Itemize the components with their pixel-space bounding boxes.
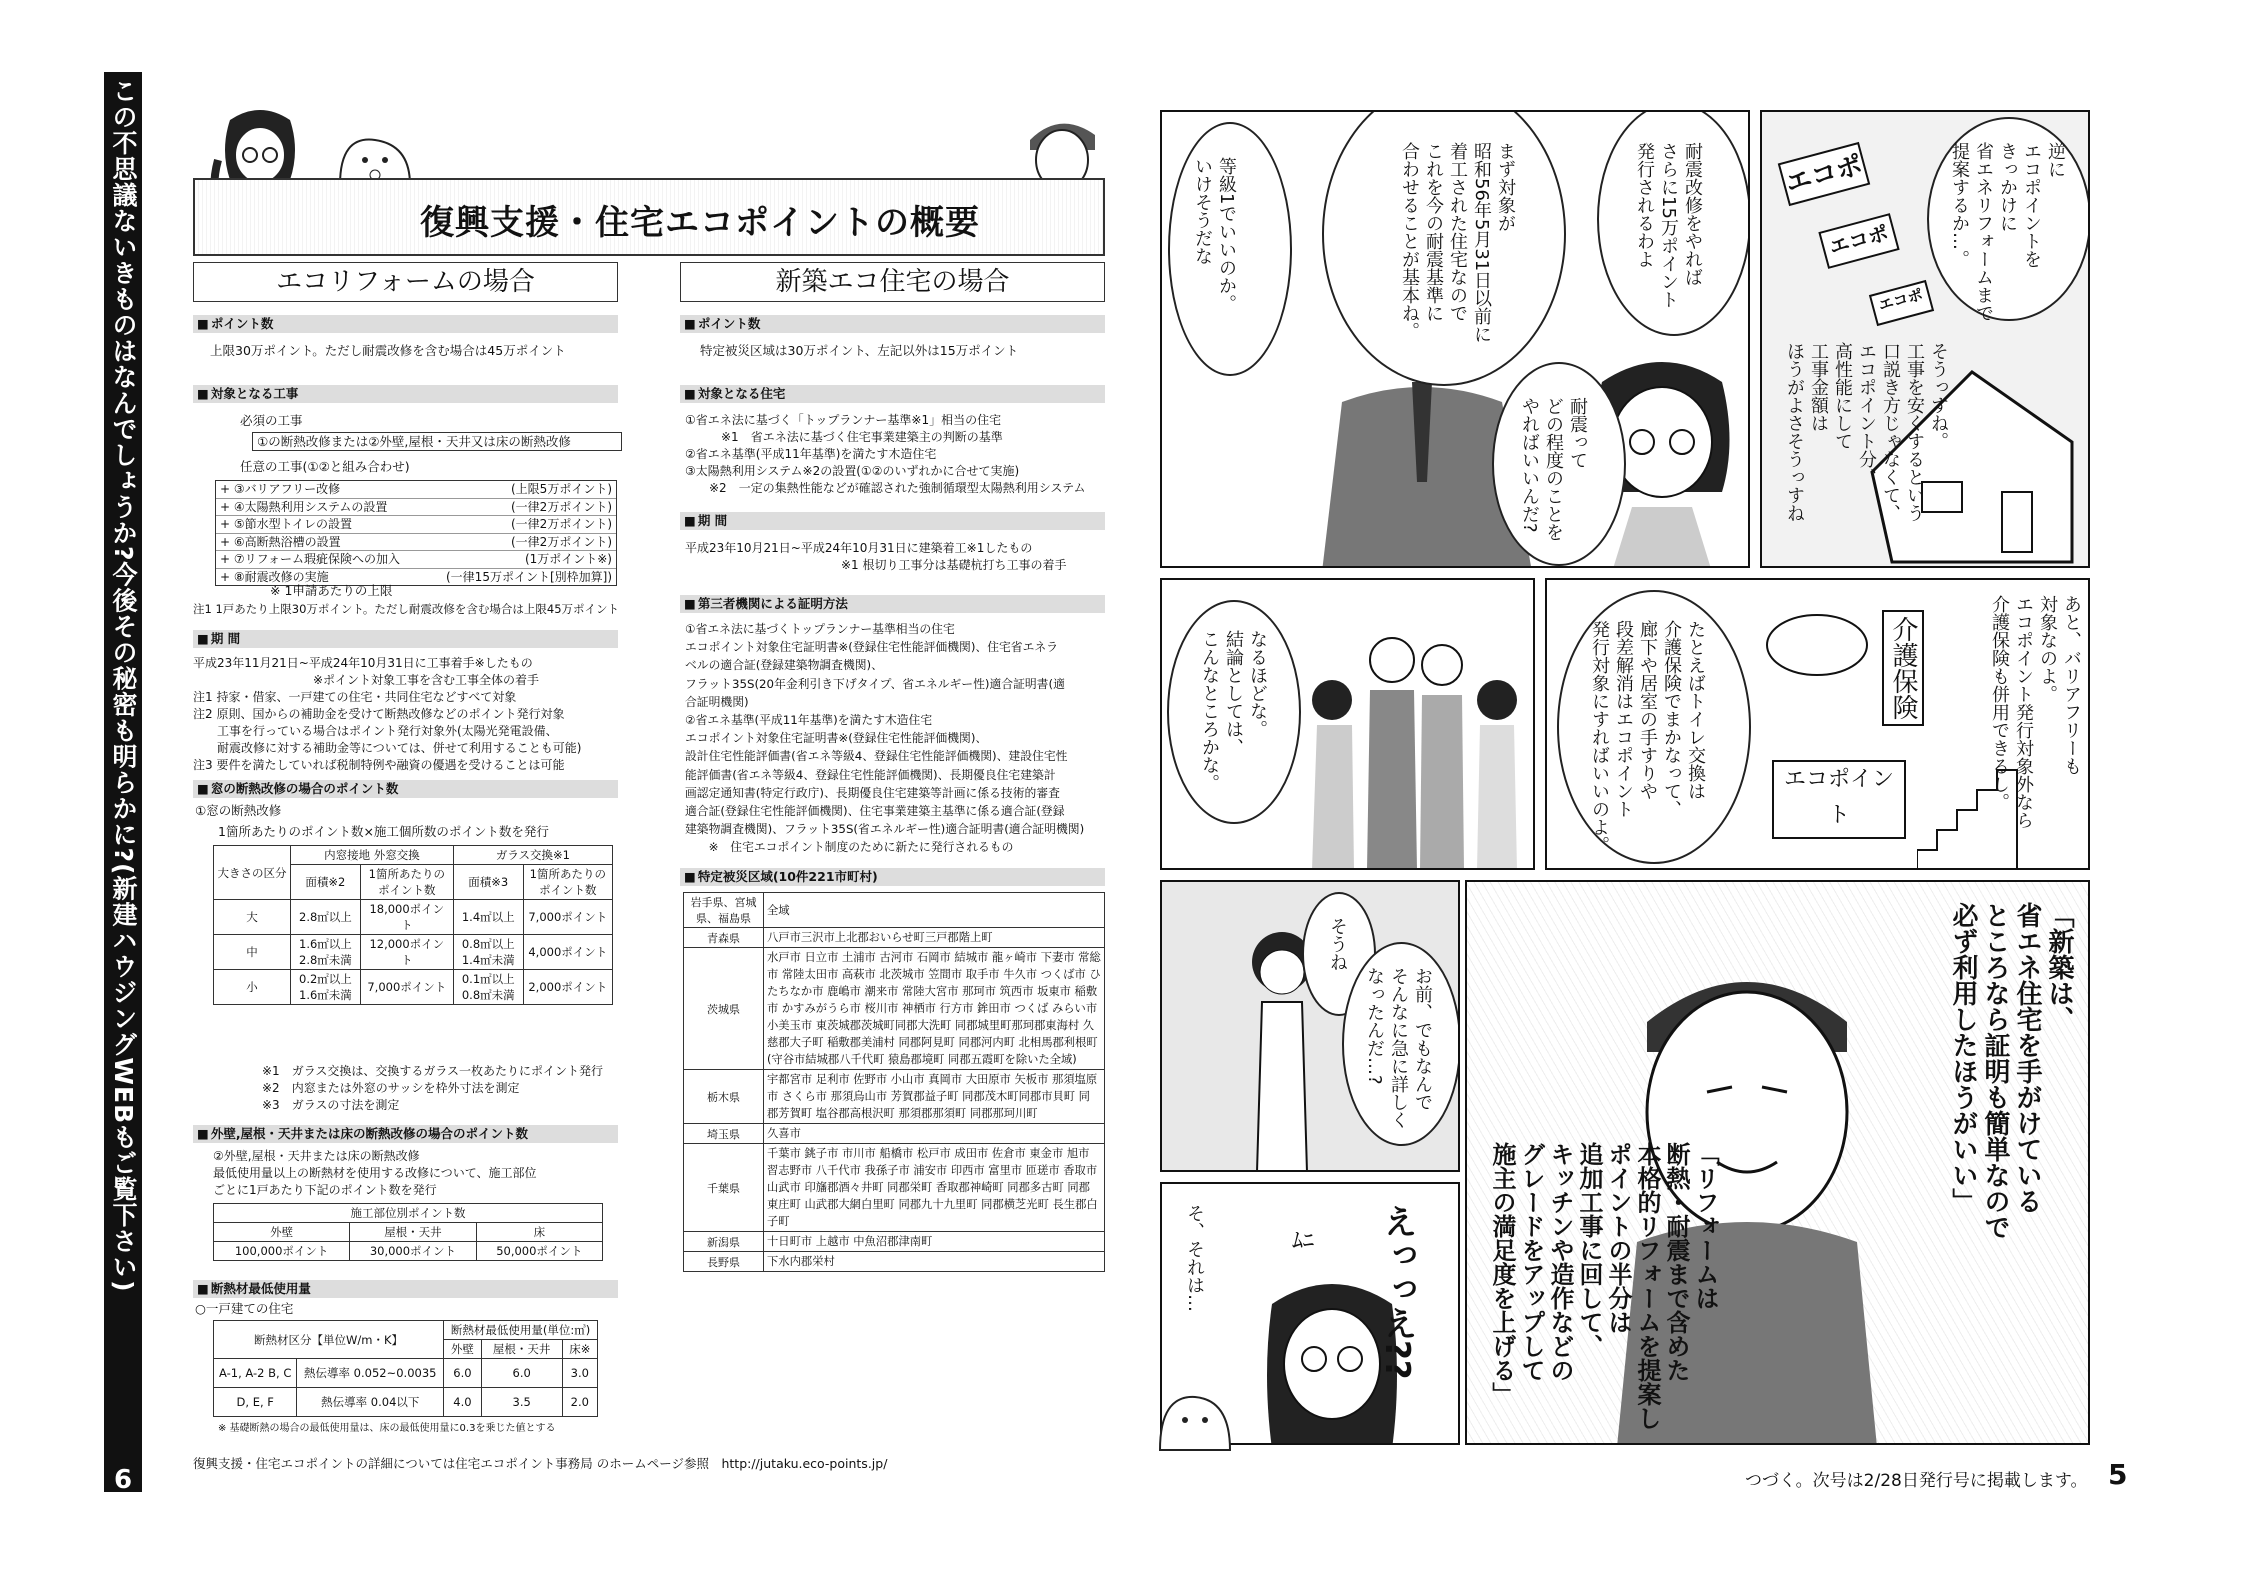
dialogue-text: そうね (1327, 917, 1348, 971)
item-name: + ⑤節水型トイレの設置 (220, 517, 353, 531)
table-cell: 熱伝導率 0.04以下 (297, 1388, 444, 1417)
newbuild-housing-title: ■ 対象となる住宅 (680, 385, 1105, 403)
item-name: + ⑥高断熱浴槽の設置 (220, 534, 341, 549)
item-name: + ④太陽熱利用システムの設置 (220, 499, 388, 514)
group-figures-icon (1292, 610, 1532, 870)
reform-points-text: 上限30万ポイント。ただし耐震改修を含む場合は45万ポイント (210, 343, 566, 358)
table-header: 断熱材最低使用量(単位:㎥) (444, 1321, 598, 1340)
ecopoint-sign: エコポイント (1772, 760, 1906, 839)
dialogue-text: 等級1でいいのか。 いけそうだな (1192, 157, 1237, 313)
table-cell: 大 (214, 900, 291, 935)
table-header: 1箇所あたりのポイント数 (523, 865, 612, 900)
table-cell: 6.0 (481, 1359, 562, 1388)
table-cell: 3.5 (481, 1388, 562, 1417)
table-header: 床※ (562, 1340, 597, 1359)
table-cell: 栃木県 (684, 1070, 764, 1124)
table-row (214, 1388, 598, 1417)
table-cell: 千葉県 (684, 1144, 764, 1232)
table-cell: 長野県 (684, 1252, 764, 1272)
table-cell: 熱伝導率 0.052~0.0035 (297, 1359, 444, 1388)
newbuild-period-title: ■ 期 間 (680, 512, 1105, 530)
dialogue-text: 逆に エコポイントを きっかけに 省エネリフォームまで 提案するか…。 (1949, 142, 2066, 322)
table-cell: 2.0 (562, 1388, 597, 1417)
table-cell: 7,000ポイント (360, 970, 453, 1005)
reform-window-title: ■ 窓の断熱改修の場合のポイント数 (193, 780, 618, 798)
item-points: (一律15万ポイント[別枠加算]) (446, 569, 612, 584)
table-header: 施工部位別ポイント数 (214, 1204, 603, 1223)
window-points-table (213, 845, 613, 1005)
table-row (684, 1070, 1105, 1124)
wall-points-table (213, 1203, 603, 1261)
reform-window-notes: ※1 ガラス交換は、交換するガラス一枚あたりにポイント発行 ※2 内窓または外窓のサッシを枠外寸法を測定 ※3 ガラスの寸法を測定 (262, 1064, 603, 1112)
reform-optional-label: 任意の工事(①②と組み合わせ) (240, 459, 410, 474)
reform-wall-text: ②外壁,屋根・天井または床の断熱改修 最低使用量以上の断熱材を使用する改修について、施工部位 ごとに1戸あたり下記のポイント数を発行 (213, 1149, 537, 1197)
table-header: 外壁 (214, 1223, 350, 1242)
table-header: 面積※3 (453, 865, 523, 900)
table-cell: A-1, A-2 B, C (214, 1359, 297, 1388)
reform-required-box: ①の断熱改修または②外壁,屋根・天井又は床の断熱改修 (252, 432, 622, 451)
manga-panel-4 (1545, 578, 2090, 870)
toilet-icon (1757, 600, 1877, 690)
table-cell: 7,000ポイント (523, 900, 612, 935)
table-cell: 新潟県 (684, 1232, 764, 1252)
newbuild-proof-text: ①省エネ法に基づくトップランナー基準相当の住宅 エコポイント対象住宅証明書※(登録住宅性能評価機関)、住宅省エネラ ベルの適合証(登録建築物調査機関)、 フラット35S(20年金利引き下げタイプ、省エネルギー性)適合証明書(適 合証明機関) ②省エネ基準(平成11年基準)を満たす木造住宅 エコポイント対象住宅証明書※(登録住宅性能評価機関)、 設計住宅性能評価書(省エネ等級4、登録住宅性能評価機関)、建設住宅性 能評価書(省エネ等級4、登録住宅性能評価機関)、長期優良住宅建築計 画認定通知書(特定行政庁)、長期優良住宅建築等計画に係る技術的審査 適合証(登録住宅性能評価機関)、住宅事業建築主基準に係る適合証(登録 建築物調査機関)、フラット35S(省エネルギー性)適合証明書(適合証明機関) ※ 住宅エコポイント制度のために新たに発行されるもの (685, 622, 1085, 855)
key-statement-reform: 「リフォームは 断熱・耐震まで含めた 本格的リフォームを提案し ポイントの半分は 追加工事に回して、 キッチンや造作などの グレードをアップして 施主の満足度を上げる」 (1488, 1142, 1719, 1430)
item-name: + ⑧耐震改修の実施 (220, 569, 329, 584)
kaigo-hoken-sign: 介護保険 (1882, 610, 1924, 726)
table-cell: 0.1㎡以上 0.8㎡未満 (453, 970, 523, 1005)
ecopo-sign: エコポ (1869, 280, 1934, 326)
table-cell: 十日町市 上越市 中魚沼郡津南町 (764, 1232, 1105, 1252)
table-header: 屋根・天井 (350, 1223, 476, 1242)
table-cell: 0.2㎡以上 1.6㎡未満 (291, 970, 361, 1005)
table-row (214, 1359, 598, 1388)
disaster-area-table (683, 892, 1105, 1272)
manga-panel-1 (1160, 110, 1750, 568)
insulation-table (213, 1320, 598, 1417)
item-points: (一律2万ポイント) (511, 534, 612, 549)
table-cell: 埼玉県 (684, 1124, 764, 1144)
newbuild-housing-text: ①省エネ法に基づく「トップランナー基準※1」相当の住宅 ※1 省エネ法に基づく住宅事業建築主の判断の基準 ②省エネ基準(平成11年基準)を満たす木造住宅 ③太陽熱利用システム※2の設置(①②のいずれかに合せて実施) ※2 一定の集熱性能などが確認された強制循環型太陽熱利用システム (685, 413, 1086, 495)
dialogue-text: お前、でもなんで そんなに急に詳しく なったんだ…? (1364, 967, 1433, 1129)
manga-panel-2 (1760, 110, 2090, 568)
table-cell: 1.4㎡以上 (453, 900, 523, 935)
table-cell: 2.8㎡以上 (291, 900, 361, 935)
ecopo-sign: エコポ (1818, 213, 1899, 269)
dialogue-text: そうっすね。 工事を安くするという 口説き方じゃなくて、 エコポイント分、 高性能にして 工事金額は ほうがよさそうっすね (1784, 342, 1949, 522)
table-row (684, 928, 1105, 948)
table-cell: 青森県 (684, 928, 764, 948)
table-cell: 下水内郡栄村 (764, 1252, 1105, 1272)
table-cell: 2,000ポイント (523, 970, 612, 1005)
sound-effect: えっっえ?? (1377, 1204, 1417, 1380)
table-header: 断熱材区分【単位W/m・K】 (214, 1321, 444, 1359)
reform-period-title: ■ 期 間 (193, 630, 618, 648)
reform-optional-list (215, 480, 617, 586)
dialogue-text: なるほどな。 結論としては、 こんなところかな。 (1199, 630, 1268, 792)
optional-work-item (216, 481, 616, 499)
table-cell: 茨城県 (684, 948, 764, 1070)
table-cell: 久喜市 (764, 1124, 1105, 1144)
table-cell: 千葉市 銚子市 市川市 船橋市 松戸市 成田市 佐倉市 東金市 旭市 習志野市 八千代市 我孫子市 浦安市 印西市 富里市 匝瑳市 香取市 山武市 印旛郡酒々井町 同郡栄町 香取郡神崎町 同郡多古町 同郡東庄町 山武郡大網白里町 同郡九十九里町 同郡横芝光町 長生郡白子町 (764, 1144, 1105, 1232)
table-header: 大きさの区分 (214, 846, 291, 900)
footer-reference: 復興支援・住宅エコポイントの詳細については住宅エコポイント事務局 のホームページ参照 http://jutaku.eco-points.jp/ (193, 1456, 888, 1471)
table-row (684, 1232, 1105, 1252)
table-header: ガラス交換※1 (453, 846, 612, 865)
key-statement-newbuild: 「新築は、 省エネ住宅を手がけている ところなら証明も簡単なので 必ず利用したほうがいい」 (1948, 902, 2074, 1240)
table-row (684, 1144, 1105, 1232)
reform-heading: エコリフォームの場合 (193, 262, 618, 302)
ecopo-sign: エコポ (1778, 142, 1871, 206)
table-cell: 3.0 (562, 1359, 597, 1388)
page-title: 復興支援・住宅エコポイントの概要 (420, 203, 980, 243)
table-row (684, 948, 1105, 1070)
reform-wall-title: ■ 外壁,屋根・天井または床の断熱改修の場合のポイント数 (193, 1125, 618, 1143)
optional-work-item (216, 499, 616, 517)
table-header: 1箇所あたりのポイント数 (360, 865, 453, 900)
table-cell: 宇都宮市 足利市 佐野市 小山市 真岡市 大田原市 矢板市 那須塩原市 さくら市 那須烏山市 芳賀郡益子町 同郡茂木町同郡市貝町 同郡芳賀町 塩谷郡高根沢町 那須郡那須町 同郡那珂川町 (764, 1070, 1105, 1124)
table-header: 面積※2 (291, 865, 361, 900)
continued-notice: つづく。次号は2/28日発行号に掲載します。 (1745, 1471, 2088, 1491)
reform-period-text: 平成23年11月21日~平成24年10月31日に工事着手※したもの ※ポイント対象工事を含む工事全体の着手 注1 持家・借家、一戸建ての住宅・共同住宅などすべて対象 注2 原則、国からの補助金を受けて断熱改修などのポイント発行対象 工事を行っている場合はポイント発行対象外(太陽光発電設備、 耐震改修に対する補助金等については、併せて利用することも可能) 注3 要件を満たしていれば税制特例や融資の優遇を受けることは可能 (193, 656, 582, 772)
table-cell: 6.0 (444, 1359, 482, 1388)
item-points: (上限5万ポイント) (511, 482, 612, 496)
manga-panel-3 (1160, 578, 1535, 870)
manga-panel-6 (1465, 880, 2090, 1445)
dialogue-text: あと、バリアフリーも 対象なのよ。 エコポイント発行対象外なら 介護保険も併用できるし。 (1989, 595, 2082, 829)
dialogue-text: まず対象が 昭和56年5月31日以前に 着工された住宅なので これを今の耐震基準に 合わせることが基本ね。 (1399, 142, 1516, 344)
page-number-left: 6 (113, 1465, 133, 1495)
newbuild-points-text: 特定被災区域は30万ポイント、左記以外は15万ポイント (700, 343, 1019, 358)
dialogue-text: そ、それは… (1184, 1204, 1205, 1312)
newbuild-area-title: ■ 特定被災区域(10件221市町村) (680, 868, 1105, 886)
sound-effect-small: ﾑﾆ (1292, 1229, 1315, 1254)
table-cell: 50,000ポイント (476, 1242, 602, 1261)
item-points: (一律2万ポイント) (511, 517, 612, 531)
table-cell: 100,000ポイント (214, 1242, 350, 1261)
newbuild-proof-title: ■ 第三者機関による証明方法 (680, 595, 1105, 613)
optional-work-item (216, 516, 616, 534)
page-number-right: 5 (2108, 1458, 2128, 1491)
reform-window-formula: 1箇所あたりのポイント数×施工個所数のポイント数を発行 (218, 824, 549, 839)
table-cell: 30,000ポイント (350, 1242, 476, 1261)
table-cell: 全域 (764, 893, 1105, 928)
reform-required-label: 必須の工事 (240, 413, 303, 428)
table-header: 外壁 (444, 1340, 482, 1359)
table-cell: 中 (214, 935, 291, 970)
manga-panel-5 (1160, 880, 1460, 1172)
reform-works-title: ■ 対象となる工事 (193, 385, 618, 403)
table-cell: 小 (214, 970, 291, 1005)
table-header: 床 (476, 1223, 602, 1242)
item-name: + ⑦リフォーム瑕疵保険への加入 (220, 552, 401, 566)
table-row (684, 1252, 1105, 1272)
reform-insulation-sub: ○一戸建ての住宅 (195, 1301, 294, 1316)
table-row (214, 935, 613, 970)
reform-note2: 注1 1戸あたり上限30万ポイント。ただし耐震改修を含む場合は上限45万ポイント (193, 602, 620, 616)
table-cell: 水戸市 日立市 土浦市 古河市 石岡市 結城市 龍ヶ崎市 下妻市 常総市 常陸太田市 高萩市 北茨城市 笠間市 取手市 牛久市 つくば市 ひたちなか市 鹿嶋市 潮来市 常陸大宮市 那珂市 筑西市 坂東市 稲敷市 かすみがうら市 桜川市 神栖市 行方市 鉾田市 つくば みらい市 小美玉市 東茨城郡茨城町同郡大洗町 同郡城里町那珂郡東海村 久慈郡大子町 稲敷郡美浦村 同郡阿見町 同郡河内町 北相馬郡利根町 (守谷市結城郡八千代町 猿島郡境町 同郡五霞町を除いた全域) (764, 948, 1105, 1070)
dialogue-text: 耐震って どの程度のことを やればいいんだ? (1519, 397, 1588, 541)
table-row (214, 900, 613, 935)
table-cell: D, E, F (214, 1388, 297, 1417)
item-points: (一律2万ポイント) (511, 499, 612, 514)
table-cell: 岩手県、宮城県、福島県 (684, 893, 764, 928)
dialogue-text: たとえばトイレ交換は 介護保険でまかなって、 廊下や居室の手すりや 段差解消はエコポイント 発行対象にすればいいのよ。 (1589, 620, 1706, 854)
reform-insulation-note: ※ 基礎断熱の場合の最低使用量は、床の最低使用量に0.3を乗じた値とする (218, 1423, 556, 1434)
reform-note1: ※ 1申請あたりの上限 (270, 583, 393, 598)
optional-work-item (216, 534, 616, 552)
table-cell: 4.0 (444, 1388, 482, 1417)
newbuild-period-text: 平成23年10月21日~平成24年10月31日に建築着工※1したもの ※1 根切り工事分は基礎杭打ち工事の着手 (685, 541, 1067, 572)
table-header: 内窓接地 外窓交換 (291, 846, 454, 865)
blob-mascot-icon (1150, 1385, 1240, 1455)
table-cell: 1.6㎡以上 2.8㎡未満 (291, 935, 361, 970)
table-cell: 18,000ポイント (360, 900, 453, 935)
table-cell: 八戸市三沢市上北郡おいらせ町三戸郡階上町 (764, 928, 1105, 948)
item-name: + ③バリアフリー改修 (220, 482, 341, 496)
table-row (684, 893, 1105, 928)
table-cell: 0.8㎡以上 1.4㎡未満 (453, 935, 523, 970)
table-cell: 12,000ポイント (360, 935, 453, 970)
reform-points-title: ■ ポイント数 (193, 315, 618, 333)
optional-work-item (216, 551, 616, 569)
newbuild-heading: 新築エコ住宅の場合 (680, 262, 1105, 302)
table-cell: 4,000ポイント (523, 935, 612, 970)
reform-insulation-title: ■ 断熱材最低使用量 (193, 1280, 618, 1298)
table-row (684, 1124, 1105, 1144)
side-band-caption: この不思議ないきものはなんでしょうか?今後その秘密も明らかに?(新建ハウジングWEBもご覧下さい) (104, 72, 142, 1492)
table-row (214, 970, 613, 1005)
newbuild-points-title: ■ ポイント数 (680, 315, 1105, 333)
dialogue-text: 耐震改修をやれば さらに15万ポイント 発行されるわよ (1634, 142, 1703, 309)
table-header: 屋根・天井 (481, 1340, 562, 1359)
reform-window-sub: ①窓の断熱改修 (195, 803, 282, 818)
item-points: (1万ポイント※) (524, 552, 612, 566)
